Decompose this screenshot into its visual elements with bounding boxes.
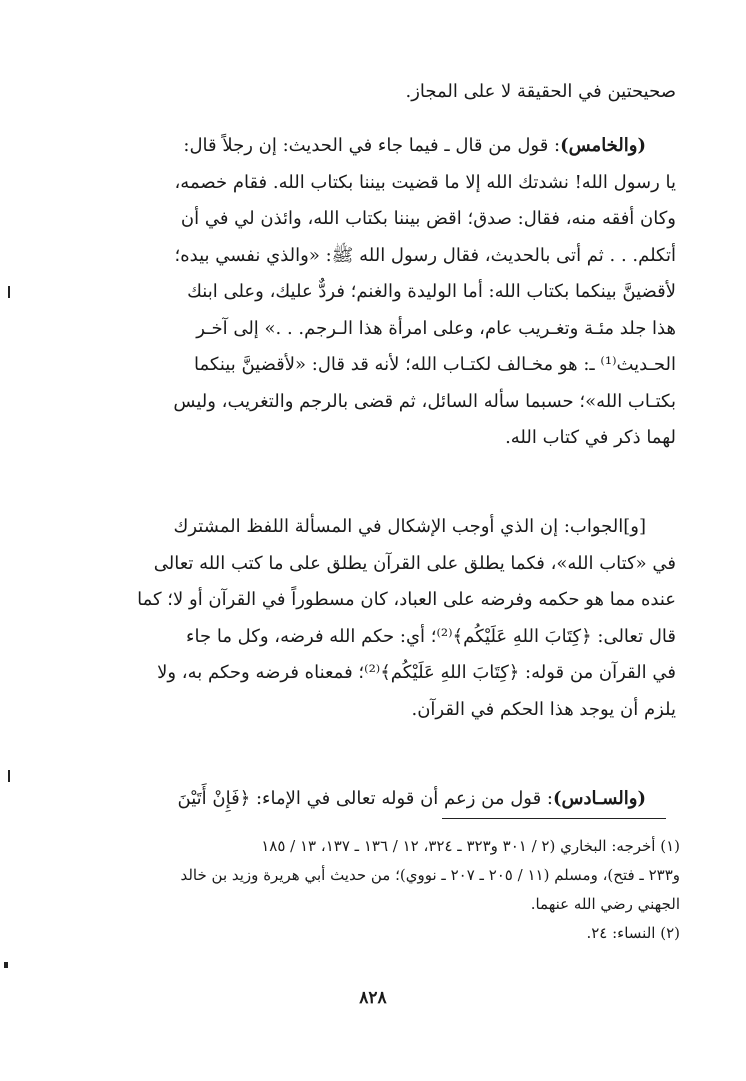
- page-number: ٨٢٨: [359, 988, 387, 1008]
- text-line: يلزم أن يوجد هذا الحكم في القرآن.: [411, 698, 676, 720]
- footnote-line: و٢٣٣ ـ فتح)، ومسلم (١١ / ٢٠٥ ـ ٢٠٧ ـ نووي)؛ من حديث أبي هريرة وزيد بن خالد: [180, 866, 680, 884]
- text-line: في «كتاب الله»، فكما يطلق على القرآن يطلق على ما كتب الله تعالى: [153, 552, 676, 574]
- footnote-line: (١) أخرجه: البخاري (٢ / ٣٠١ و٣٢٣ ـ ٣٢٤، ١٢ / ١٣٦ ـ ١٣٧، ١٣ / ١٨٥: [261, 837, 680, 855]
- text-line: بكتـاب الله»؛ حسبما سأله السائل، ثم قضى بالرجم والتغريب، وليس: [173, 390, 676, 412]
- section-heading-fifth: (والخامس): [560, 135, 646, 156]
- scan-edge-mark: [8, 770, 10, 782]
- text-line: أتكلم. . . ثم أتى بالحديث، فقال رسول الله ﷺ: «والذي نفسي بيده؛: [174, 244, 676, 266]
- text-line: لهما ذكر في كتاب الله.: [505, 427, 676, 448]
- text-line: عنده مما هو حكمه وفرضه على العباد، كان مسطوراً في القرآن أو لا؛ كما: [137, 589, 676, 610]
- text-line: وكان أفقه منه، فقال: صدق؛ اقض بيننا بكتاب الله، وائذن لي في أن: [180, 208, 676, 229]
- scan-edge-mark: [4, 962, 8, 968]
- scan-edge-mark: [8, 286, 10, 298]
- paragraph-4: [66, 781, 676, 818]
- paragraph-1: [66, 74, 676, 111]
- text-line: في القرآن من قوله: ﴿كِتَابَ اللهِ عَلَيْكُم﴾⁽²⁾؛ فمعناه فرضه وحكم به، ولا: [157, 662, 676, 683]
- footnote-divider: [442, 818, 666, 819]
- footnote-line: (٢) النساء: ٢٤.: [586, 924, 680, 942]
- paragraph-3: [66, 509, 676, 728]
- text-fragment: : قول من قال ـ فيما جاء في الحديث: إن رجلاً قال:: [183, 135, 561, 156]
- section-heading-sixth: (والسـادس): [552, 788, 646, 809]
- text-fragment: : قول من زعم أن قوله تعالى في الإماء: ﴿فَإِنْ أَتَيْنَ: [177, 788, 553, 809]
- footnotes: [60, 832, 680, 948]
- text-line: صحيحتين في الحقيقة لا على المجاز.: [405, 81, 676, 102]
- text-line: قال تعالى: ﴿كِتَابَ اللهِ عَلَيْكُم﴾⁽²⁾؛ أي: حكم الله فرضه، وكل ما جاء: [186, 625, 676, 647]
- paragraph-2: [66, 128, 676, 457]
- text-line: الحـديث⁽¹⁾ ـ: هو مخـالف لكتـاب الله؛ لأنه قد قال: «لأقضينَّ بينكما: [194, 354, 676, 375]
- text-line: يا رسول الله! نشدتك الله إلا ما قضيت بيننا بكتاب الله. فقام خصمه،: [174, 171, 676, 193]
- text-line: [و]الجواب: إن الذي أوجب الإشكال في المسألة اللفظ المشترك: [173, 516, 646, 537]
- text-line: لأقضينَّ بينكما بكتاب الله: أما الوليدة والغنم؛ فردٌّ عليك، وعلى ابنك: [187, 281, 676, 302]
- text-line: [66, 781, 676, 818]
- text-line: هذا جلد مئـة وتغـريب عام، وعلى امرأة هذا الـرجم. . .» إلى آخـر: [196, 317, 676, 339]
- footnote-line: الجهني رضي الله عنهما.: [530, 895, 680, 913]
- text-line: [66, 128, 676, 165]
